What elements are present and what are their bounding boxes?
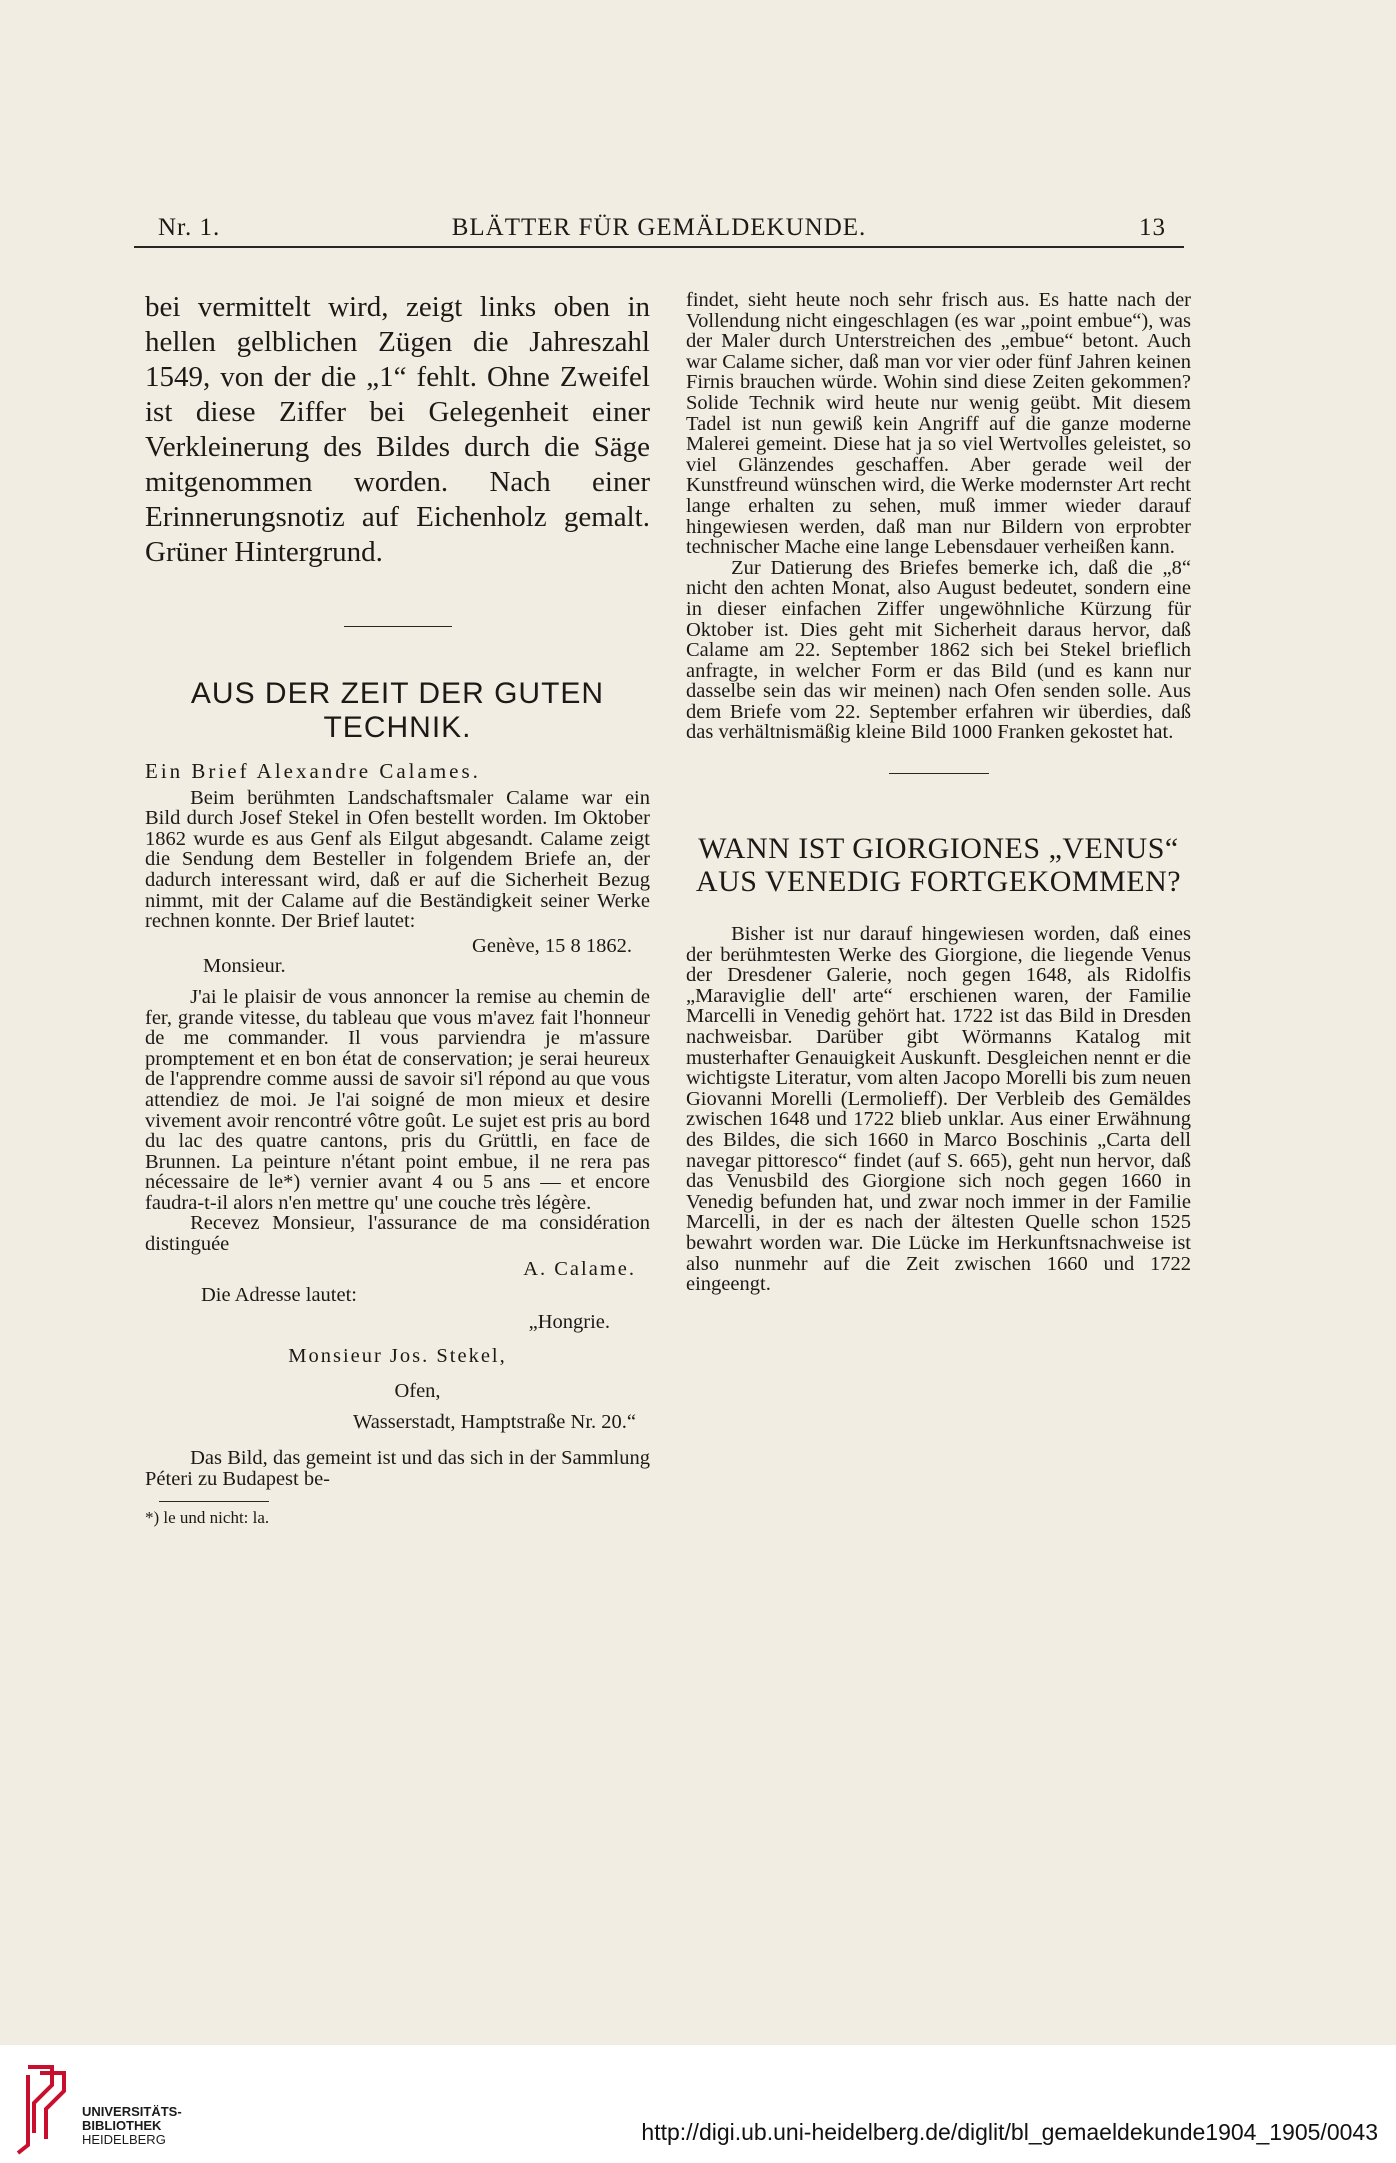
letter-closing: Recevez Monsieur, l'assurance de ma considération distinguée: [145, 1212, 650, 1256]
letter-salutation: Monsieur.: [203, 955, 286, 978]
footer-bar: [0, 2045, 1396, 2163]
address-intro: Die Adresse lautet:: [201, 1284, 357, 1307]
issue-number: Nr. 1.: [158, 214, 221, 241]
section-divider: [889, 773, 989, 774]
continued-paragraph: bei vermittelt wird, zeigt links oben in hellen gelblichen Zügen die Jahreszahl 1549, von der die „1“ fehlt. Ohne Zweifel ist diese Ziffer bei Gelegenheit einer Verkleinerung des Bildes durch die Säge mitgenommen worden. Nach einer Erinnerungsnotiz auf Eichenholz gemalt. Grüner Hintergrund.: [145, 291, 650, 568]
left-column: [145, 290, 650, 1529]
closing-paragraph: Das Bild, das gemeint ist und das sich in der Sammlung Péteri zu Budapest be-: [145, 1447, 650, 1490]
article-body: Bisher ist nur darauf hingewiesen worden, daß eines der berühmtesten Werke des Giorgione, die liegende Venus der Dresdener Galerie, noch gegen 1648, als Ridolfis „Maraviglie dell' arte“ erschienen waren, der Familie Marcelli in Venedig gehört hat. 1722 ist das Bild in Dresden nachweisbar. Darüber gibt Wörmanns Katalog mit musterhafter Genauigkeit Auskunft. Desgleichen nennt er die wichtigste Literatur, vom alten Jacopo Morelli bis zum neuen Giovanni Morelli (Lermolieff). Der Verbleib des Gemäldes zwischen 1648 und 1722 blieb unklar. Aus einer Erwähnung des Bildes, die sich 1660 in Marco Boschinis „Carta dell navegar pittoresco“ findet (auf S. 665), geht nun hervor, daß das Venusbild des Giorgione sich noch gegen 1660 in Venedig befunden hat, und zwar noch immer in der Familie Marcelli, in der es nach der ältesten Quelle schon 1525 bewahrt worden war. Die Lücke im Herkunftsnachweise ist also nunmehr auf die Zeit zwischen 1660 und 1722 eingeengt.: [686, 923, 1191, 1296]
journal-title: BLÄTTER FÜR GEMÄLDEKUNDE.: [451, 214, 867, 241]
library-name: UNIVERSITÄTS- BIBLIOTHEK HEIDELBERG: [82, 2104, 182, 2147]
library-logo-icon: [12, 2055, 82, 2155]
dating-paragraph: Zur Datierung des Briefes bemerke ich, daß die „8“ nicht den achten Monat, also August bedeutet, sondern eine in dieser einfachen Ziffer ungewöhnliche Kürzung für Oktober ist. Dies geht mit Sicherheit daraus hervor, daß Calame am 22. September 1862 sich bei Stekel brieflich anfragte, in welcher Form er das Bild (und es kann nur dasselbe sein das wir meinen) nach Ofen senden solle. Aus dem Briefe vom 22. September erfahren wir überdies, daß das verhältnismäßig kleine Bild 1000 Franken gekostet hat.: [686, 556, 1191, 744]
running-header: [134, 210, 1184, 244]
article-subtitle: Ein Brief Alexandre Calames.: [145, 759, 481, 783]
letter-body: J'ai le plaisir de vous annoncer la remise au chemin de fer, grande vitesse, du tableau que vous m'avez fait l'honneur de me commander. Il vous parviendra je m'assure promptement et en bon état de conservation; je serai heureux de l'apprendre comme aussi de savoir si'l répond au que vous attendiez de moi. Je l'ai soigné de mon mieux et desire vivement avoir rencontré vôtre goût. Le sujet est pris au bord du lac des quatre cantons, pris du Grüttli, en face de Brunnen. La peinture n'étant point embue, il ne rera pas nécessaire de le*) vernier avant 4 ou 5 ans — et encore faudra-t-il alors n'en mettre qu' une couche très légère.: [145, 985, 650, 1214]
address-street: Wasserstadt, Hamptstraße Nr. 20.“: [353, 1410, 636, 1433]
section-divider: [344, 626, 452, 627]
intro-paragraph: Beim berühmten Landschaftsmaler Calame war ein Bild durch Josef Stekel in Ofen bestellt worden. Im Oktober 1862 wurde es aus Genf als Eilgut abgesandt. Calame zeigt die Sendung dem Besteller in folgendem Briefe an, der dadurch interessant wird, daß er auf die Sicherheit Bezug nimmt, mit der Calame auf die Beständigkeit seiner Werke rechnen konnte. Der Brief lautet:: [145, 786, 650, 933]
footnote: *) le und nicht: la.: [145, 1508, 270, 1528]
continued-paragraph: findet, sieht heute noch sehr frisch aus. Es hatte nach der Vollendung nicht eingeschlagen (es war „point embue“), was der Maler durch Unterstreichen des „embue“ betont. Auch war Calame sicher, daß man vor vier oder fünf Jahren keinen Firnis brauchen würde. Wohin sind diese Zeiten gekommen? Solide Technik wird heute nur wenig geübt. Mit diesem Tadel ist nun gewiß kein Angriff auf die ganze moderne Malerei gemeint. Diese hat ja so viel Wertvolles geleistet, so viel Glänzendes geschaffen. Aber gerade weil der Kunstfreund wünschen wird, die Werke modernster Art recht lange erhalten zu sehen, muß immer wieder darauf hingewiesen werden, daß man nur Bildern von erprobter technischer Mache eine lange Lebensdauer verheißen kann.: [686, 289, 1191, 559]
header-rule: [134, 246, 1184, 248]
address-name: Monsieur Jos. Stekel,: [288, 1345, 507, 1368]
footnote-rule: [159, 1501, 269, 1502]
source-url-link[interactable]: http://digi.ub.uni-heidelberg.de/diglit/bl_gemaeldekunde1904_1905/0043: [641, 2119, 1378, 2145]
address-country: „Hongrie.: [528, 1310, 610, 1333]
page-number: 13: [1139, 214, 1166, 241]
letter-signature: A. Calame.: [523, 1257, 636, 1280]
letter-date: Genève, 15 8 1862.: [472, 934, 632, 957]
right-column: [686, 290, 1191, 1295]
address-city: Ofen,: [394, 1380, 441, 1403]
article-title: AUS DER ZEIT DER GUTEN TECHNIK.: [190, 677, 605, 744]
article-title: WANN IST GIORGIONES „VENUS“ AUS VENEDIG FORTGEKOMMEN?: [695, 832, 1182, 899]
